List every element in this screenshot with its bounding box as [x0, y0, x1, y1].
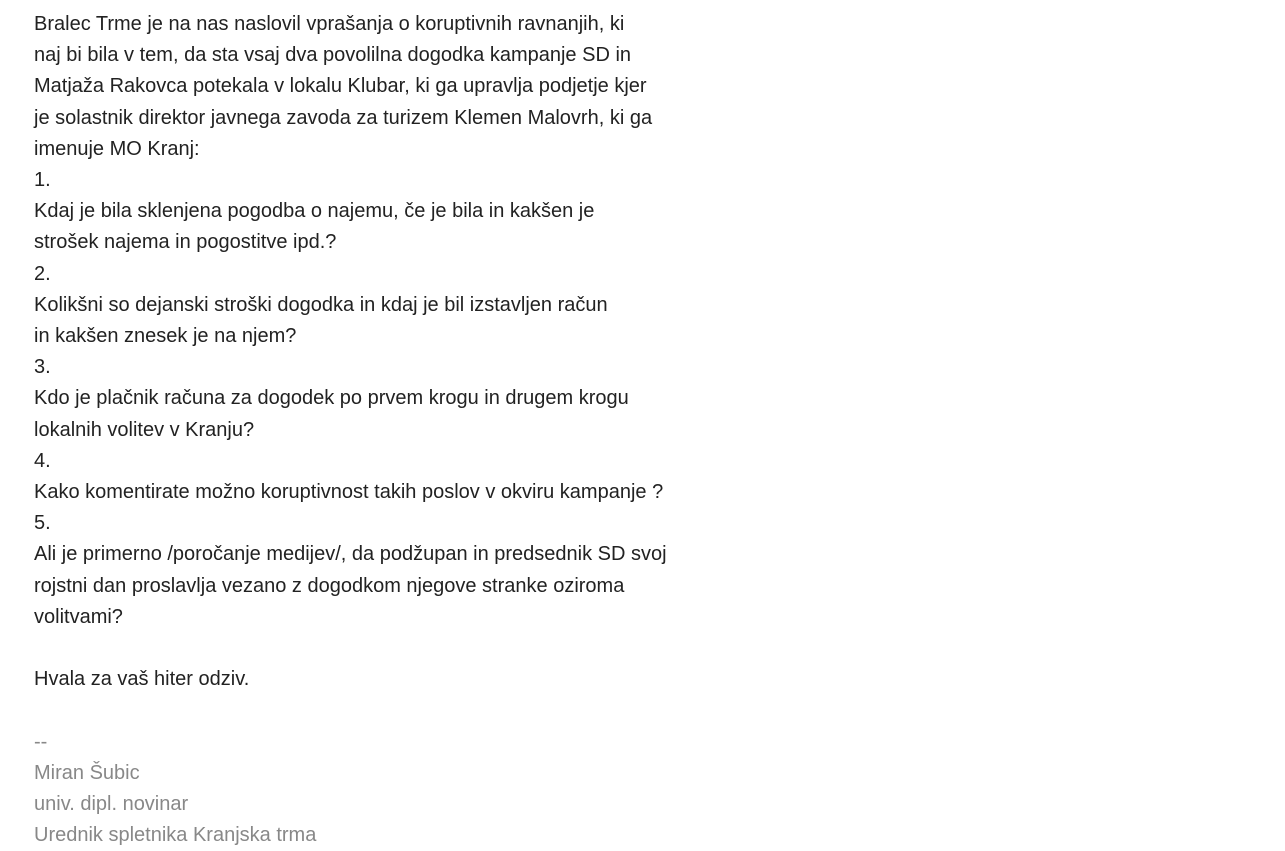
blank-line	[34, 633, 734, 664]
intro-line: naj bi bila v tem, da sta vsaj dva povolilna dogodka kampanje SD in	[34, 44, 632, 67]
question-text: in kakšen znesek je na njem?	[34, 325, 297, 348]
email-message-body	[34, 9, 734, 851]
question-number: 4.	[34, 449, 51, 472]
question-text: Kdaj je bila sklenjena pogodba o najemu, če je bila in kakšen je	[34, 200, 595, 223]
question-item	[34, 165, 734, 259]
email-signature	[34, 727, 734, 851]
question-text: strošek najema in pogostitve ipd.?	[34, 231, 337, 254]
intro-line: je solastnik direktor javnega zavoda za turizem Klemen Malovrh, ki ga	[34, 106, 653, 129]
signature-separator: --	[34, 730, 48, 753]
question-number: 2.	[34, 262, 51, 285]
question-item	[34, 352, 734, 446]
closing-text: Hvala za vaš hiter odziv.	[34, 668, 250, 691]
question-item	[34, 446, 734, 508]
blank-line	[34, 695, 734, 726]
signature-name: Miran Šubic	[34, 761, 140, 784]
intro-line: Matjaža Rakovca potekala v lokalu Klubar, ki ga upravlja podjetje kjer	[34, 75, 647, 98]
question-item	[34, 259, 734, 353]
question-text: lokalnih volitev v Kranju?	[34, 418, 255, 441]
signature-title: univ. dipl. novinar	[34, 793, 189, 816]
question-item	[34, 508, 734, 633]
question-text: Kdo je plačnik računa za dogodek po prvem krogu in drugem krogu	[34, 387, 629, 410]
question-list	[34, 165, 734, 633]
question-text: volitvami?	[34, 605, 123, 628]
question-text: Ali je primerno /poročanje medijev/, da podžupan in predsednik SD svoj	[34, 543, 667, 566]
question-number: 1.	[34, 169, 51, 192]
question-text: rojstni dan proslavlja vezano z dogodkom njegove stranke oziroma	[34, 574, 625, 597]
question-text: Kako komentirate možno koruptivnost takih poslov v okviru kampanje ?	[34, 481, 664, 504]
signature-role: Urednik spletnika Kranjska trma	[34, 824, 317, 847]
question-number: 5.	[34, 512, 51, 535]
intro-line: imenuje MO Kranj:	[34, 137, 200, 160]
intro-line: Bralec Trme je na nas naslovil vprašanja o koruptivnih ravnanjih, ki	[34, 13, 625, 35]
question-text: Kolikšni so dejanski stroški dogodka in kdaj je bil izstavljen račun	[34, 293, 608, 316]
question-number: 3.	[34, 356, 51, 379]
email-intro	[34, 9, 734, 165]
